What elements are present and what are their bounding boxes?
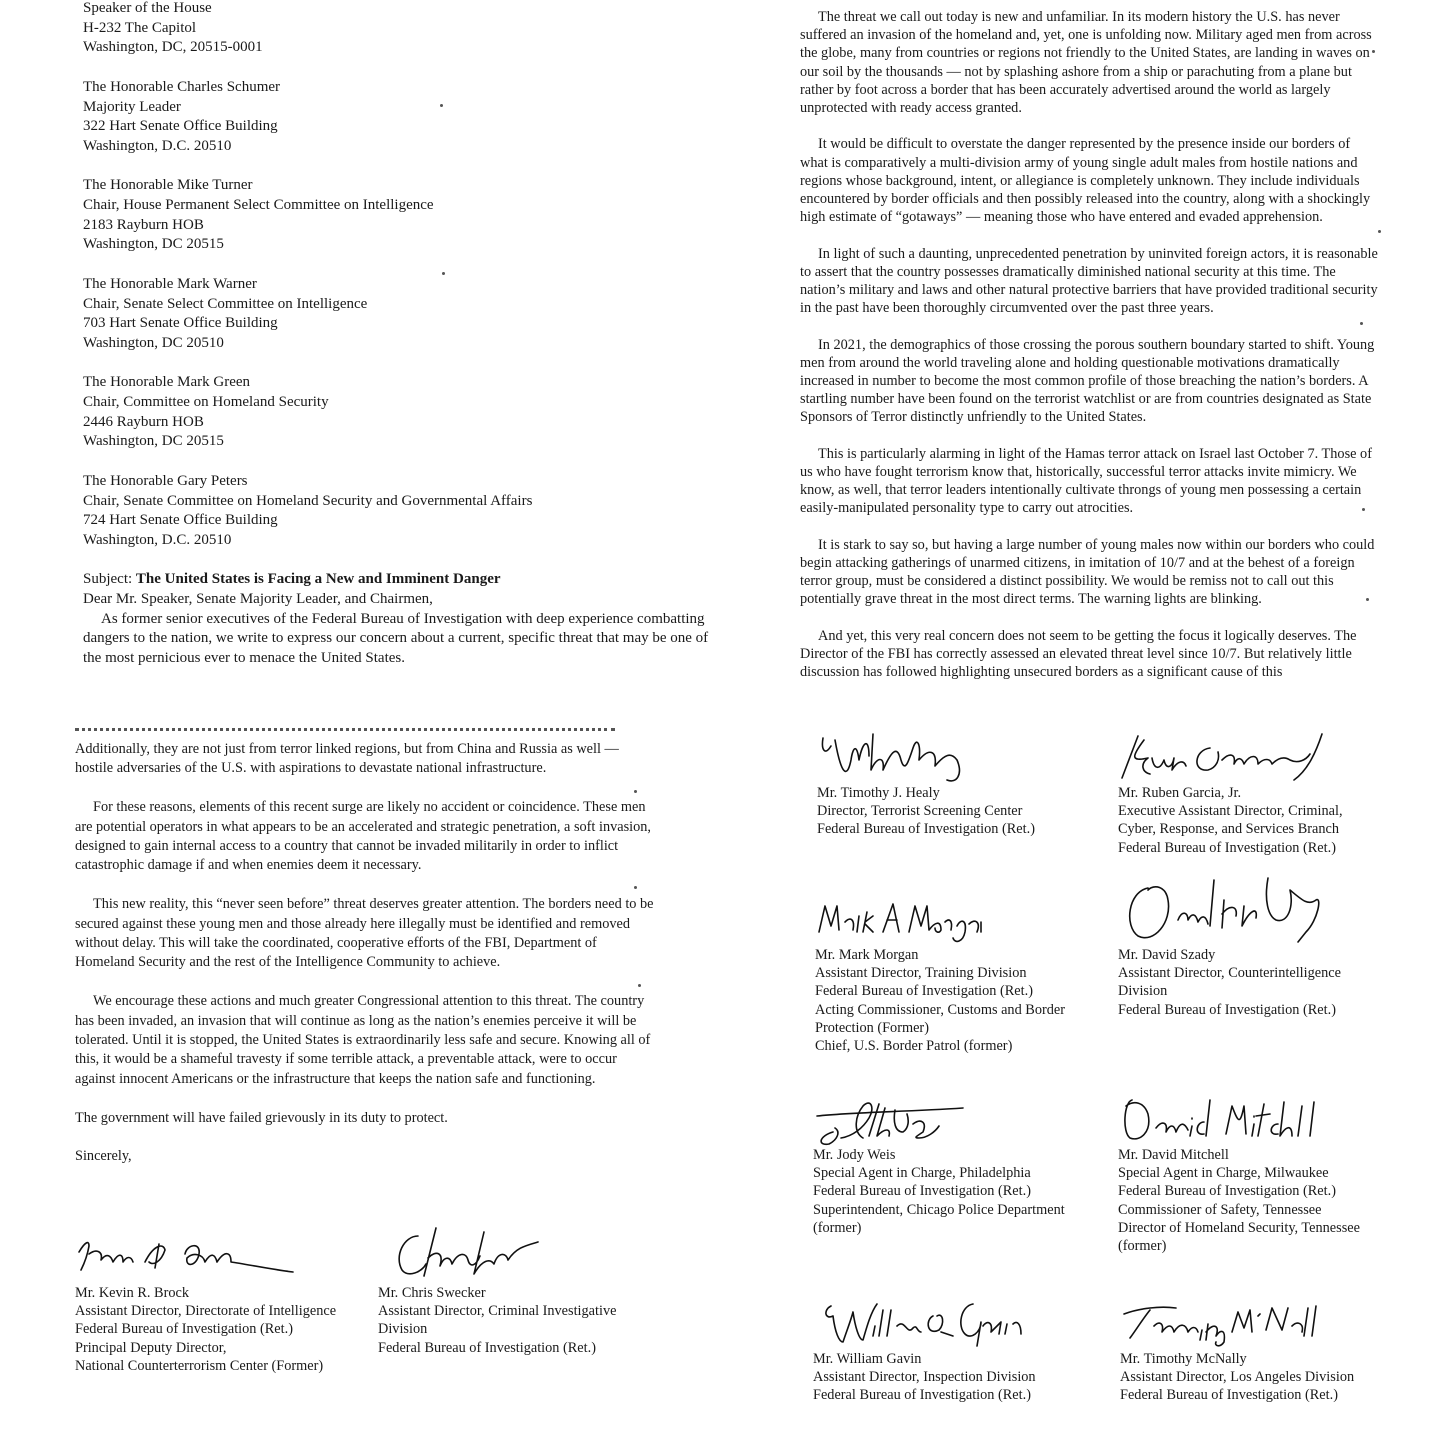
addressee-line: Washington, DC 20515	[83, 433, 224, 450]
signatory-title: Principal Deputy Director,	[75, 1339, 227, 1356]
subject-text: The United States is Facing a New and Imminent Danger	[135, 571, 501, 588]
addressee-line: Chair, Senate Committee on Homeland Security and Governmental Affairs	[83, 492, 533, 509]
signatory-title: Commissioner of Safety, Tennessee	[1118, 1201, 1322, 1218]
letter-closing-section	[75, 740, 655, 1167]
signatory-title: Assistant Director, Training Division	[815, 965, 1027, 982]
signatory-block	[813, 1296, 1043, 1405]
signatory-lines	[1118, 1146, 1360, 1255]
signatory-name: Mr. Timothy McNally	[1120, 1351, 1247, 1367]
signatory-lines	[813, 1146, 1065, 1237]
cut-off-line	[75, 722, 655, 734]
addressee-line: Chair, Committee on Homeland Security	[83, 394, 329, 410]
addressee-line: The Honorable Mark Warner	[83, 275, 257, 292]
body-paragraph: It is stark to say so, but having a large number of young males now within our borders who could begin attacking gatherings of unarmed citizens, in imitation of 10/7 and at the behest of a foreign terror group, must be considered a distinct possibility. We would be remiss not to call out this potentially grave threat in the most direct terms. The warning lights are blinking.	[800, 536, 1375, 608]
signatory-title: Federal Bureau of Investigation (Ret.)	[1120, 1387, 1338, 1404]
body-paragraph: This is particularly alarming in light of the Hamas terror attack on Israel last October 7. Those of us who have fought terrorism know that, historically, successful terror attacks invite mimicry. We know, as well, that terror leaders intentionally cultivate throngs of young men possessing a certain easily-manipulated personality type to carry out atrocities.	[800, 445, 1372, 517]
body-paragraph: It would be difficult to overstate the danger represented by the presence inside our borders of what is comparatively a multi-division army of young single adult males from hostile nations and regions whose background, intent, or allegiance is completely unknown. They include individuals encountered by border officials and then possibly released into the country, along with a shockingly high estimate of “gotaways” — meaning those who have entered and evaded apprehension.	[800, 136, 1371, 226]
body-paragraph: In 2021, the demographics of those crossing the porous southern boundary started to shift. Young men from around the world traveling alone and holding questionable motivations dramatically increased in number to become the most common profile of those breaching the nation’s borders. A startling number have been found on the terrorist watchlist or are from countries designated as State Sponsors of Terror distinctly unfriendly to the United States.	[800, 336, 1375, 426]
signatory-name: Mr. David Mitchell	[1118, 1147, 1229, 1163]
addressee-line: Washington, D.C. 20510	[83, 137, 232, 154]
body-paragraph: In light of such a daunting, unprecedented penetration by uninvited foreign actors, it is reasonable to assert that the country possesses dramatically diminished national security at this time. The nation’s military and laws and other natural protective barriers that have provided traditional security in the past have been thoroughly circumvented over the past three years.	[800, 245, 1378, 317]
signatory-block	[1118, 870, 1341, 1019]
handwritten-signature	[813, 1092, 973, 1146]
addressee-line: Washington, D.C. 20510	[83, 531, 232, 548]
signatory-lines	[813, 1350, 1043, 1405]
signatory-title: (former)	[1118, 1238, 1167, 1255]
scan-speck	[634, 790, 637, 793]
addressee-line: The Honorable Mike Turner	[83, 177, 253, 194]
addressee-line: Majority Leader	[83, 98, 181, 115]
signatory-name: Mr. Kevin R. Brock	[75, 1285, 189, 1301]
addressee-line: H-232 The Capitol	[83, 19, 197, 36]
addressee-line: Chair, House Permanent Select Committee on Intelligence	[83, 197, 434, 213]
intro-paragraph: As former senior executives of the Federal Bureau of Investigation with deep experience combatting dangers to the nation, we write to express our concern about a current, specific threat that may be one of the most pernicious ever to menace the United States.	[83, 610, 709, 667]
signatory-lines	[1118, 946, 1341, 1019]
signatory-title: Special Agent in Charge, Milwaukee	[1118, 1165, 1329, 1182]
handwritten-signature	[1118, 730, 1338, 784]
addressee-list	[83, 0, 723, 551]
addressee-line: Washington, DC 20510	[83, 334, 224, 351]
signatory-title: Assistant Director, Los Angeles Division	[1120, 1369, 1355, 1386]
letter-opening-section	[83, 0, 723, 669]
letter-body-section	[800, 0, 1380, 681]
addressee-line: The Honorable Charles Schumer	[83, 78, 281, 95]
addressee-block	[83, 78, 723, 157]
signatory-block	[817, 730, 1035, 839]
signatory-title: Cyber, Response, and Services Branch	[1118, 821, 1339, 838]
closing-line: The government will have failed grievously in its duty to protect.	[75, 1109, 448, 1126]
scan-speck	[1378, 230, 1381, 233]
addressee-line: 703 Hart Senate Office Building	[83, 315, 278, 332]
signatory-block	[813, 1092, 1065, 1237]
signatory-block	[1120, 1296, 1354, 1405]
addressee-line: The Honorable Mark Green	[83, 374, 251, 391]
signatory-lines	[378, 1284, 616, 1357]
signatory-title: Assistant Director, Inspection Division	[813, 1369, 1036, 1386]
signatory-title: Federal Bureau of Investigation (Ret.)	[1118, 1183, 1336, 1200]
signatory-title: Superintendent, Chicago Police Department	[813, 1201, 1065, 1218]
handwritten-signature	[817, 730, 977, 784]
scan-speck	[638, 984, 641, 987]
signatory-title: National Counterterrorism Center (Former)	[75, 1357, 324, 1374]
signatory-block	[815, 892, 1065, 1055]
handwritten-signature	[378, 1222, 548, 1284]
scan-speck	[440, 104, 443, 107]
signatory-title: Federal Bureau of Investigation (Ret.)	[1118, 839, 1336, 856]
addressee-block	[83, 176, 723, 255]
scan-speck	[442, 272, 445, 275]
handwritten-signature	[1118, 870, 1328, 946]
signatory-name: Mr. David Szady	[1118, 947, 1216, 963]
addressee-block	[83, 373, 723, 452]
handwritten-signature	[1120, 1296, 1330, 1350]
body-paragraph: We encourage these actions and much greater Congressional attention to this threat. The country has been invaded, an invasion that will continue as long as the nation’s enemies perceive it will be tolerated. Until it is stopped, the United States is extraordinarily less safe and secure. Knowing all of this, it would be a shameful travesty if some terrible attack, a preventable attack, were to occur against innocent Americans or the infrastructure that keeps the nation safe and functioning.	[75, 993, 651, 1087]
signatory-title: Protection (Former)	[815, 1019, 929, 1036]
signatory-title: Acting Commissioner, Customs and Border	[815, 1001, 1066, 1018]
signatory-name: Mr. Ruben Garcia, Jr.	[1118, 785, 1242, 801]
signatory-title: Director, Terrorist Screening Center	[817, 803, 1023, 820]
scan-speck	[1360, 322, 1363, 325]
handwritten-signature	[75, 1222, 305, 1284]
signatory-lines	[1118, 784, 1343, 857]
body-paragraph: This new reality, this “never seen before” threat deserves greater attention. The borders need to be secured against these young men and those already here illegally must be identified and removed without delay. This will take the coordinated, cooperative efforts of the FBI, Department of Homeland Security and the rest of the Intelligence Community to achieve.	[75, 896, 654, 971]
signatory-title: Federal Bureau of Investigation (Ret.)	[817, 821, 1035, 838]
signatory-lines	[815, 946, 1065, 1055]
addressee-line: 724 Hart Senate Office Building	[83, 512, 278, 529]
signatory-title: Division	[1118, 983, 1168, 1000]
handwritten-signature	[1118, 1092, 1358, 1146]
handwritten-signature	[813, 1296, 1043, 1350]
signatory-title: Division	[378, 1321, 428, 1338]
addressee-block	[83, 0, 723, 58]
addressee-line: Speaker of the House	[83, 0, 212, 16]
signatory-lines	[817, 784, 1035, 839]
scan-speck	[634, 886, 637, 889]
signatory-title: Executive Assistant Director, Criminal,	[1118, 803, 1343, 820]
handwritten-signature	[815, 892, 985, 946]
signatory-name: Mr. Jody Weis	[813, 1147, 896, 1163]
signatory-title: Director of Homeland Security, Tennessee	[1118, 1219, 1360, 1236]
subject-label: Subject:	[83, 571, 133, 588]
signatory-block	[1118, 1092, 1360, 1255]
signatory-title: Assistant Director, Counterintelligence	[1118, 965, 1341, 982]
signatory-title: Assistant Director, Directorate of Intelligence	[75, 1303, 337, 1320]
signatory-title: Special Agent in Charge, Philadelphia	[813, 1165, 1031, 1182]
signatory-title: Federal Bureau of Investigation (Ret.)	[813, 1183, 1031, 1200]
addressee-line: The Honorable Gary Peters	[83, 472, 248, 489]
addressee-line: Washington, DC 20515	[83, 236, 224, 253]
salutation: Dear Mr. Speaker, Senate Majority Leader, and Chairmen,	[83, 591, 433, 607]
signatory-title: Chief, U.S. Border Patrol (former)	[815, 1038, 1013, 1055]
signatory-lines	[75, 1284, 336, 1375]
signatory-block	[1118, 730, 1343, 857]
body-paragraph: Additionally, they are not just from terror linked regions, but from China and Russia as well — hostile adversaries of the U.S. with aspirations to devastate national infrastructure.	[75, 741, 619, 777]
signatory-block	[75, 1222, 336, 1375]
signatory-title: Federal Bureau of Investigation (Ret.)	[1118, 1001, 1336, 1018]
addressee-line: 322 Hart Senate Office Building	[83, 118, 278, 135]
body-paragraph: And yet, this very real concern does not seem to be getting the focus it logically deserves. The Director of the FBI has correctly assessed an elevated threat level since 10/7. But relatively little discussion has followed highlighting unsecured borders as a significant cause of this	[800, 627, 1357, 681]
signatory-name: Mr. Mark Morgan	[815, 947, 919, 963]
addressee-line: Washington, DC, 20515-0001	[83, 39, 263, 56]
addressee-block	[83, 472, 723, 551]
signatory-title: Federal Bureau of Investigation (Ret.)	[378, 1339, 596, 1356]
addressee-line: 2183 Rayburn HOB	[83, 216, 204, 233]
scan-speck	[1362, 508, 1365, 511]
signatory-block	[378, 1222, 616, 1357]
signatory-name: Mr. Chris Swecker	[378, 1285, 486, 1301]
subject-line	[83, 570, 723, 590]
signatory-name: Mr. Timothy J. Healy	[817, 785, 940, 801]
signatory-title: Federal Bureau of Investigation (Ret.)	[815, 983, 1033, 1000]
scan-speck	[1366, 598, 1369, 601]
signatory-title: Federal Bureau of Investigation (Ret.)	[75, 1321, 293, 1338]
signatory-title: (former)	[813, 1219, 862, 1236]
addressee-line: 2446 Rayburn HOB	[83, 413, 204, 430]
addressee-block	[83, 275, 723, 354]
signatory-title: Federal Bureau of Investigation (Ret.)	[813, 1387, 1031, 1404]
signatory-name: Mr. William Gavin	[813, 1351, 922, 1367]
signatory-lines	[1120, 1350, 1354, 1405]
scan-speck	[1372, 50, 1375, 53]
addressee-line: Chair, Senate Select Committee on Intelligence	[83, 295, 368, 312]
valediction: Sincerely,	[75, 1148, 132, 1165]
body-paragraph: For these reasons, elements of this recent surge are likely no accident or coincidence. These men are potential operators in what appears to be an accelerated and strategic penetration, a soft invasion, designed to gain internal access to a country that cannot be invaded militarily in order to inflict catastrophic damage if and when enemies deem it necessary.	[75, 799, 652, 874]
body-paragraph: The threat we call out today is new and unfamiliar. In its modern history the U.S. has never suffered an invasion of the homeland and, yet, one is unfolding now. Military aged men from across the globe, many from countries or regions not friendly to the United States, are landing in waves on our soil by the thousands — not by splashing ashore from a ship or parachuting from a plane but rather by foot across a border that has been accurately advertised around the world as largely unprotected with ready access granted.	[800, 9, 1372, 117]
signatory-title: Assistant Director, Criminal Investigative	[378, 1303, 617, 1320]
